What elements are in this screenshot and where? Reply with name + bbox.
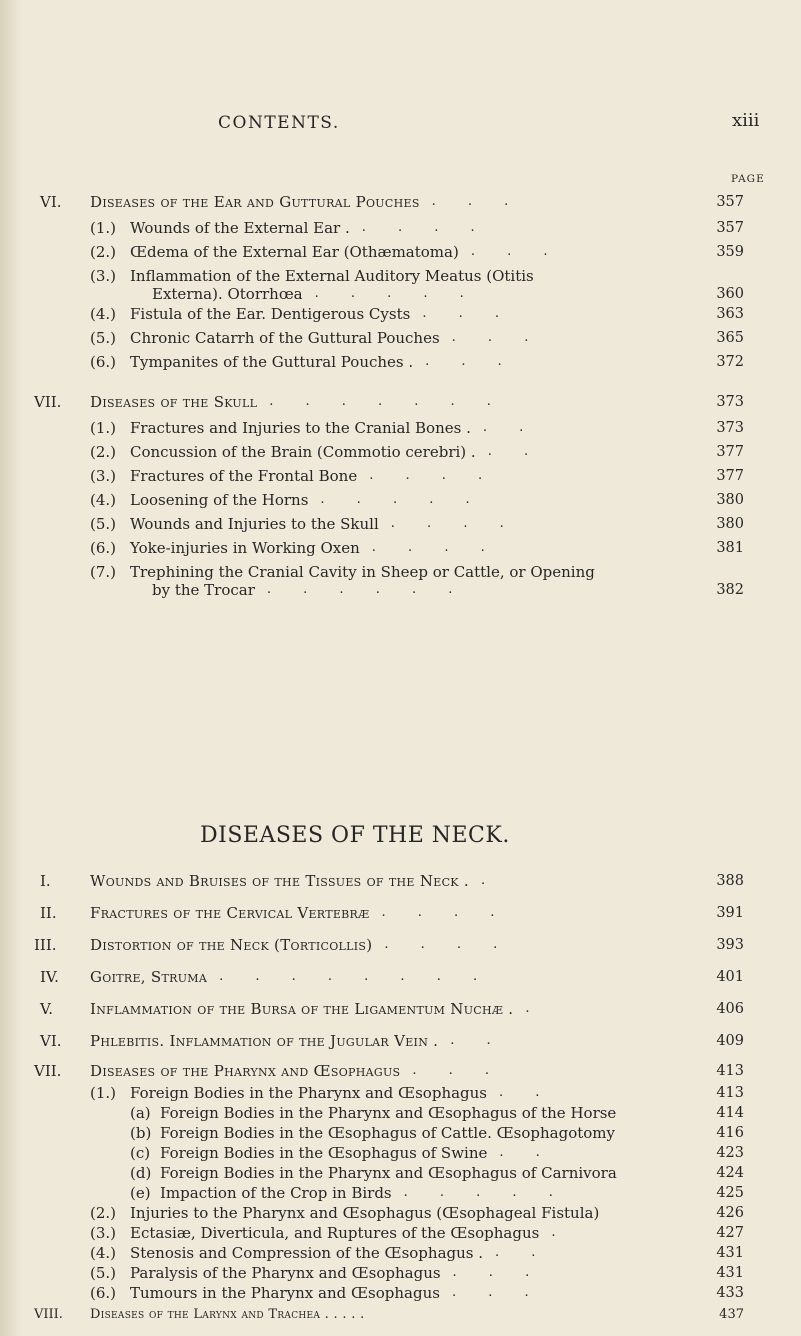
entry-title: Foreign Bodies in the Pharynx and Œsophagus of Carnivora [160, 1164, 617, 1182]
entry-number: (1.) [90, 1084, 117, 1102]
entry-page: 357 [716, 220, 744, 236]
running-header-title: CONTENTS. [218, 113, 340, 133]
dot-leader: . [551, 1225, 570, 1240]
entry-page: 363 [716, 306, 744, 322]
entry-title: Paralysis of the Pharynx and Œsophagus [130, 1264, 441, 1282]
entry-number: (2.) [90, 243, 117, 261]
entry-title: Chronic Catarrh of the Guttural Pouches [130, 329, 440, 347]
dot-leader: . . [499, 1085, 554, 1100]
entry-number: (6.) [90, 1284, 117, 1302]
entry-title: Fistula of the Ear. Dentigerous Cysts [130, 305, 411, 323]
entry-title: Foreign Bodies in the Pharynx and Œsophagus [130, 1084, 488, 1102]
dot-leader: . . [450, 1033, 505, 1048]
entry-number: (5.) [90, 1264, 117, 1282]
neck-section-2-title: Fractures of the Cervical Vertebræ [90, 904, 370, 922]
neck-section-4-title: Goitre, Struma [90, 968, 208, 986]
dot-leader: . . . [425, 354, 516, 369]
neck-section-4-page: 401 [716, 969, 744, 985]
entry-number: (4.) [90, 305, 117, 323]
dot-leader: . . . . . . . . [219, 969, 492, 984]
neck-section-6-numeral: VI. [40, 1032, 62, 1050]
entry-page: 380 [716, 516, 744, 532]
dot-leader: . . . [451, 1285, 543, 1300]
entry-title: Wounds of the External Ear . [130, 219, 350, 237]
dot-leader: . . [482, 420, 538, 435]
dot-leader: . . . . [384, 937, 512, 952]
entry-title: Tumours in the Pharynx and Œsophagus [130, 1284, 440, 1302]
entry-number: (4.) [90, 491, 117, 509]
neck-section-5-page: 406 [716, 1001, 744, 1017]
neck-section-viii-title: Diseases of the Larynx and Trachea . . . . . [90, 1307, 365, 1322]
entry-title: Foreign Bodies in the Pharynx and Œsophagus of the Horse [160, 1104, 617, 1122]
entry-title: Concussion of the Brain (Commotio cerebri) . [130, 443, 476, 461]
neck-section-5-title: Inflammation of the Bursa of the Ligamentum Nuchæ . [90, 1000, 514, 1018]
dot-leader: . [480, 873, 500, 888]
entry-number: (e) [130, 1184, 151, 1202]
dot-leader: . . . [470, 244, 562, 259]
dot-leader: . . . . [371, 540, 499, 555]
section-vii-skull-numeral: VII. [34, 393, 62, 411]
entry-page: 359 [716, 244, 744, 260]
entry-title: Foreign Bodies in the Œsophagus of Cattle. Œsophagotomy [160, 1124, 615, 1142]
neck-section-1-numeral: I. [40, 872, 51, 890]
entry-number: (3.) [90, 1224, 117, 1242]
neck-section-viii-page: 437 [719, 1307, 744, 1322]
entry-number: (5.) [90, 329, 117, 347]
entry-title: Injuries to the Pharynx and Œsophagus (Œsophageal Fistula) [130, 1204, 600, 1222]
entry-page: 427 [716, 1225, 744, 1241]
entry-page: 431 [716, 1265, 744, 1281]
page-edge-shadow [0, 0, 22, 1336]
neck-section-3-page: 393 [716, 937, 744, 953]
entry-page: 424 [716, 1165, 744, 1181]
dot-leader: . . . . [361, 220, 489, 235]
entry-page: 431 [716, 1245, 744, 1261]
entry-page: 414 [716, 1105, 744, 1121]
neck-section-vii-pharynx-numeral: VII. [34, 1062, 62, 1080]
entry-page: 425 [716, 1185, 744, 1201]
neck-section-1-title: Wounds and Bruises of the Tissues of the Neck . [90, 872, 469, 890]
entry-number: (7.) [90, 563, 117, 581]
entry-page: 423 [716, 1145, 744, 1161]
neck-section-3-title: Distortion of the Neck (Torticollis) [90, 936, 373, 954]
dot-leader: . . [495, 1245, 550, 1260]
entry-number: (a) [130, 1104, 151, 1122]
dot-leader: . . [487, 444, 543, 459]
entry-page: 377 [716, 468, 744, 484]
entry-page: 433 [716, 1285, 744, 1301]
entry-title: Inflammation of the External Auditory Meatus (Otitis [130, 267, 534, 285]
dot-leader: . . [499, 1145, 554, 1160]
dot-leader: . . . . . [314, 286, 478, 301]
entry-page: 381 [716, 540, 744, 556]
entry-title: Loosening of the Horns [130, 491, 309, 509]
neck-section-vii-pharynx-page: 413 [716, 1063, 744, 1079]
entry-number: (6.) [90, 353, 117, 371]
neck-section-1-page: 388 [716, 873, 744, 889]
entry-number: (6.) [90, 539, 117, 557]
dot-leader: . . . . [381, 905, 509, 920]
neck-section-2-numeral: II. [40, 904, 57, 922]
entry-number: (3.) [90, 267, 117, 285]
section-vii-skull-title: Diseases of the Skull [90, 393, 258, 411]
neck-section-2-page: 391 [716, 905, 744, 921]
entry-page: 373 [716, 420, 744, 436]
page-column-label: PAGE [731, 173, 765, 185]
neck-section-6-title: Phlebitis. Inflammation of the Jugular Vein . [90, 1032, 439, 1050]
entry-title: Ectasiæ, Diverticula, and Ruptures of the Œsophagus [130, 1224, 540, 1242]
entry-number: (c) [130, 1144, 151, 1162]
entry-number: (2.) [90, 1204, 117, 1222]
entry-title: Œdema of the External Ear (Othæmatoma) [130, 243, 459, 261]
entry-title: Foreign Bodies in the Œsophagus of Swine [160, 1144, 488, 1162]
dot-leader: . . . [422, 306, 513, 321]
dot-leader: . . . . . [403, 1185, 567, 1200]
neck-section-viii-numeral: VIII. [34, 1307, 63, 1322]
neck-section-4-numeral: IV. [40, 968, 59, 986]
entry-page: 382 [716, 582, 744, 598]
entry-title: by the Trocar [152, 581, 255, 599]
entry-page: 413 [716, 1085, 744, 1101]
entry-title: Tympanites of the Guttural Pouches . [130, 353, 414, 371]
entry-title: Externa). Otorrhœa [152, 285, 303, 303]
entry-page: 416 [716, 1125, 744, 1141]
entry-number: (4.) [90, 1244, 117, 1262]
page-number: xiii [732, 110, 760, 131]
entry-page: 372 [716, 354, 744, 370]
neck-section-5-numeral: V. [40, 1000, 53, 1018]
dot-leader: . . . . [369, 468, 497, 483]
entry-title: Trephining the Cranial Cavity in Sheep or Cattle, or Opening [130, 563, 595, 581]
dot-leader: . . . . . . . [269, 394, 505, 409]
entry-title: Fractures of the Frontal Bone [130, 467, 358, 485]
entry-title: Fractures and Injuries to the Cranial Bones . [130, 419, 471, 437]
dot-leader: . . . [452, 1265, 544, 1280]
neck-section-6-page: 409 [716, 1033, 744, 1049]
dot-leader: . . . [431, 194, 523, 209]
entry-number: (b) [130, 1124, 152, 1142]
entry-number: (2.) [90, 443, 117, 461]
entry-number: (1.) [90, 419, 117, 437]
entry-page: 377 [716, 444, 744, 460]
entry-page: 426 [716, 1205, 744, 1221]
dot-leader: . [525, 1001, 544, 1016]
entry-number: (5.) [90, 515, 117, 533]
entry-number: (1.) [90, 219, 117, 237]
entry-title: Impaction of the Crop in Birds [160, 1184, 392, 1202]
entry-title: Yoke-injuries in Working Oxen [130, 539, 360, 557]
neck-section-vii-pharynx-title: Diseases of the Pharynx and Œsophagus [90, 1062, 401, 1080]
entry-number: (3.) [90, 467, 117, 485]
dot-leader: . . . . [390, 516, 518, 531]
entry-page: 380 [716, 492, 744, 508]
dot-leader: . . . . . [320, 492, 484, 507]
dot-leader: . . . . . . [266, 582, 467, 597]
section-vii-skull-page: 373 [716, 394, 744, 410]
dot-leader: . . . [412, 1063, 504, 1078]
entry-number: (d) [130, 1164, 152, 1182]
entry-page: 360 [716, 286, 744, 302]
dot-leader: . . . [451, 330, 543, 345]
section-vi-ear-numeral: VI. [40, 193, 62, 211]
entry-title: Wounds and Injuries to the Skull [130, 515, 379, 533]
neck-section-3-numeral: III. [34, 936, 57, 954]
section-vi-ear-page: 357 [716, 194, 744, 210]
entry-title: Stenosis and Compression of the Œsophagus . [130, 1244, 484, 1262]
section-vi-ear-title: Diseases of the Ear and Guttural Pouches [90, 193, 420, 211]
neck-section-heading: DISEASES OF THE NECK. [200, 823, 510, 848]
entry-page: 365 [716, 330, 744, 346]
